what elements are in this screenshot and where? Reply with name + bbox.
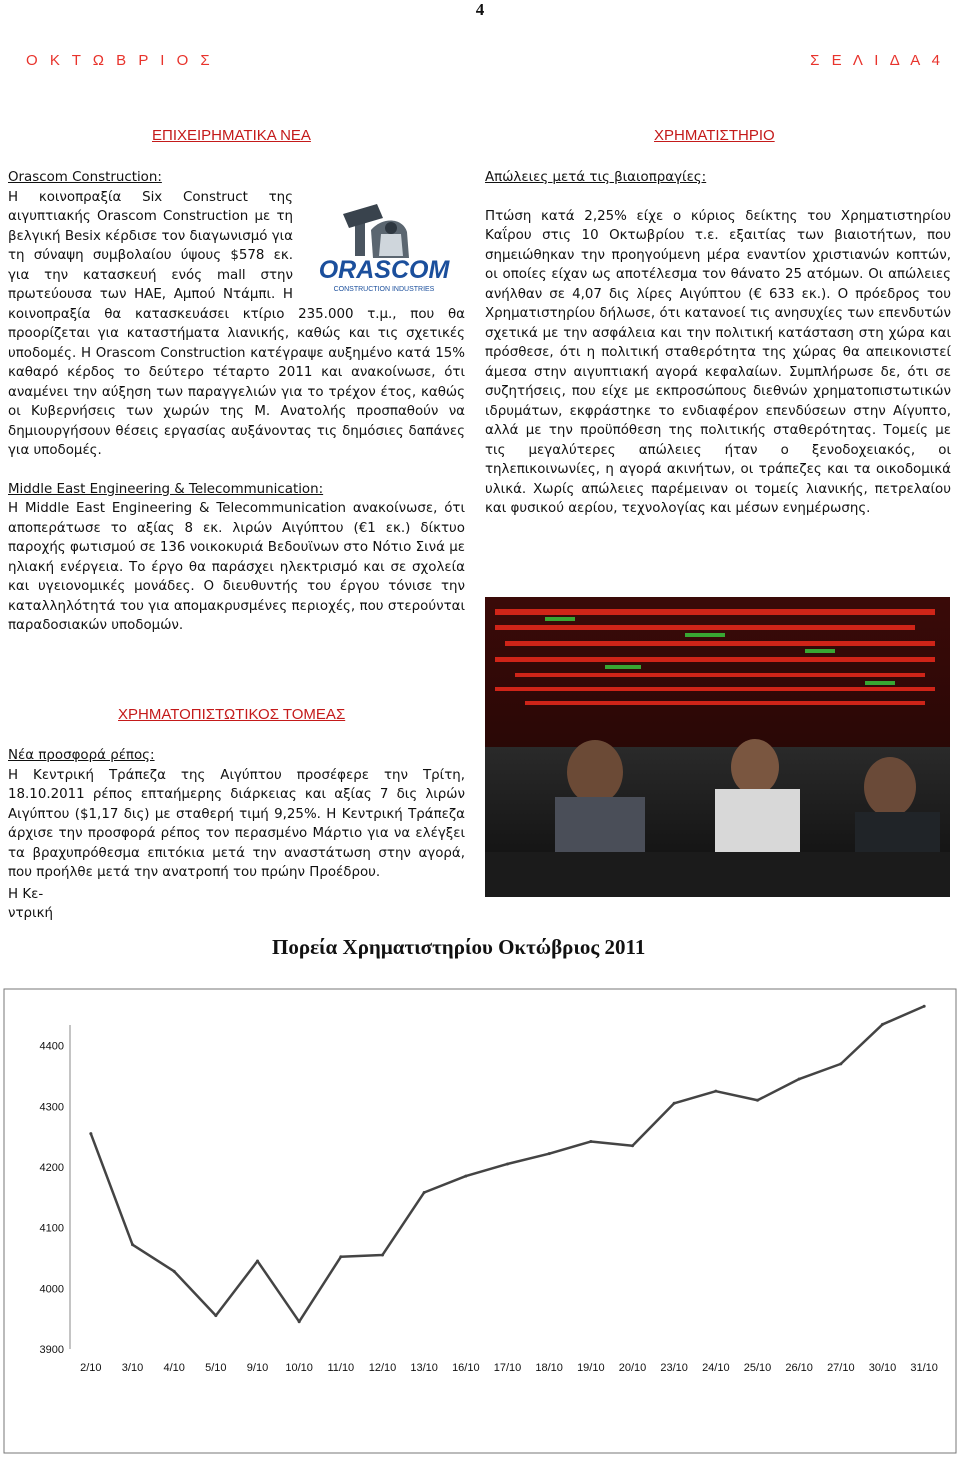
x-tick-label: 9/10 bbox=[246, 1362, 269, 1374]
left-column-finance bbox=[8, 746, 465, 924]
repo-heading: Νέα προσφορά ρέπος: bbox=[8, 748, 155, 763]
right-column bbox=[485, 168, 951, 519]
data-point bbox=[839, 1062, 842, 1065]
x-tick-label: 11/10 bbox=[327, 1362, 355, 1374]
x-tick-label: 2/10 bbox=[80, 1362, 102, 1374]
data-point bbox=[589, 1140, 592, 1143]
data-point bbox=[256, 1260, 259, 1263]
data-point bbox=[714, 1090, 717, 1093]
x-tick-label: 30/10 bbox=[868, 1362, 897, 1374]
data-point bbox=[464, 1175, 467, 1178]
x-tick-label: 13/10 bbox=[410, 1362, 438, 1374]
y-tick-label: 4100 bbox=[39, 1222, 64, 1235]
orascom-logo-subtext: CONSTRUCTION INDUSTRIES bbox=[333, 285, 435, 293]
section-title-business-news: ΕΠΙΧΕΙΡΗΜΑΤΙΚΑ ΝΕΑ bbox=[152, 127, 311, 144]
trailing-fragment-1: Η Κε- bbox=[8, 886, 44, 902]
x-tick-label: 23/10 bbox=[660, 1362, 688, 1374]
header-month: Ο Κ Τ Ω Β Ρ Ι Ο Σ bbox=[26, 52, 214, 69]
left-column-news bbox=[8, 168, 465, 636]
data-point bbox=[756, 1099, 759, 1102]
x-tick-label: 26/10 bbox=[785, 1362, 813, 1374]
stock-heading: Απώλειες μετά τις βιαιοπραγίες: bbox=[485, 170, 707, 185]
data-point bbox=[923, 1005, 926, 1008]
x-tick-label: 27/10 bbox=[827, 1362, 855, 1374]
orascom-logo-wordmark: ORASCOM bbox=[318, 255, 450, 284]
x-tick-label: 20/10 bbox=[618, 1362, 647, 1374]
data-point bbox=[506, 1162, 509, 1165]
x-tick-label: 25/10 bbox=[743, 1362, 772, 1374]
y-tick-label: 4200 bbox=[39, 1162, 64, 1174]
data-point bbox=[673, 1102, 676, 1105]
data-point bbox=[881, 1023, 884, 1026]
x-tick-label: 24/10 bbox=[702, 1362, 730, 1374]
data-point bbox=[423, 1191, 426, 1194]
section-title-financial-sector: ΧΡΗΜΑΤΟΠΙΣΤΩΤΙΚΟΣ ΤΟΜΕΑΣ bbox=[118, 706, 346, 723]
data-point bbox=[798, 1078, 801, 1081]
x-tick-label: 12/10 bbox=[368, 1362, 397, 1374]
x-tick-label: 16/10 bbox=[452, 1362, 480, 1374]
data-point bbox=[548, 1152, 551, 1155]
y-tick-label: 4000 bbox=[39, 1283, 64, 1296]
header-page-label: Σ Ε Λ Ι Δ Α 4 bbox=[810, 52, 944, 69]
data-point bbox=[631, 1144, 634, 1147]
y-tick-label: 3900 bbox=[39, 1344, 64, 1356]
data-point bbox=[381, 1253, 384, 1256]
mee-heading: Middle East Engineering & Telecommunication: bbox=[8, 481, 324, 497]
y-tick-label: 4300 bbox=[39, 1101, 64, 1114]
stock-index-chart bbox=[0, 985, 960, 1457]
data-point bbox=[339, 1255, 342, 1258]
section-title-stock-exchange: ΧΡΗΜΑΤΙΣΤΗΡΙΟ bbox=[654, 127, 775, 144]
trailing-fragment-2: ντρική bbox=[8, 906, 53, 921]
stock-text: Πτώση κατά 2,25% είχε ο κύριος δείκτης του Χρηματιστηρίου Καΐρου στις 10 Οκτωβρίου τ.ε. εξαιτίας των βιαιοτήτων, που σημειώθηκαν την προηγούμενη μέρα εναντίον χριστιανών κοπτών, οι οποίες είχαν ως αποτέλεσμα τον θάνατο 25 ατόμων. Οι απώλειες ανήλθαν σε 4,07 δις λίρες Αιγύπτου (€ 633 εκ.). Ο πρόεδρος του Χρηματιστηρίου δήλωσε, ότι κατανοεί τις ανησυχίες των επενδυτών σχετικά με την ασφάλεια και την πολιτική κατάσταση στη χώρα και πρόσθεσε, ότι η πολιτική σταθερότητα της χώρας θα απεικονιστεί άμεσα στην αιγυπτιακή αγορά κεφαλαίων. Συμπλήρωσε δε, ότι σε συζητήσεις, που είχε με εκπροσώπους διεθνών χρηματοπιστωτικών ιδρυμάτων, εκφράστηκε το ενδιαφέρον επενδύσεων στην Αίγυπτο, αλλά με την προϋπόθεση της πολιτικής σταθερότητας. Τομείς με τις μεγαλύτερες απώλειες ήταν ο ξενοδοχειακός, οι τηλεπικοινωνίες, η αγορά ακινήτων, οι τράπεζες και τα οικοδομικά υλικά. Χωρίς απώλειες παρέμειναν οι τομείς λιανικής, πετρελαίου και φυσικού αερίου, τεχνολογίας και μέσων ενημέρωσης. bbox=[485, 208, 951, 516]
x-tick-label: 5/10 bbox=[205, 1362, 227, 1374]
x-tick-label: 3/10 bbox=[121, 1362, 144, 1374]
x-tick-label: 18/10 bbox=[535, 1362, 563, 1374]
data-point bbox=[173, 1270, 176, 1273]
chart-title: Πορεία Χρηματιστηρίου Οκτώβριος 2011 bbox=[272, 935, 646, 959]
data-point bbox=[131, 1243, 134, 1246]
orascom-heading: Orascom Construction: bbox=[8, 170, 162, 185]
x-tick-label: 31/10 bbox=[910, 1362, 938, 1374]
stock-exchange-photo bbox=[485, 597, 950, 897]
x-tick-label: 10/10 bbox=[285, 1362, 313, 1374]
y-tick-label: 4400 bbox=[39, 1040, 64, 1053]
repo-text: Η Κεντρική Τράπεζα της Αιγύπτου προσέφερε την Τρίτη, 18.10.2011 ρέπος επταήμερης διάρκειας και αξίας 7 δις λιρών Αιγύπτου ($1,17 δις) με σταθερή τιμή 9,25%. Η Κεντρική Τράπεζα άρχισε την προσφορά ρέπος τον περασμένο Μάρτιο για να ελέγξει τα βραχυπρόθεσμα επιτόκια μετά την αναστάτωση στην αγορά, που προήλθε μετά την ανατροπή του πρώην Προέδρου. bbox=[8, 767, 465, 880]
data-point bbox=[214, 1314, 217, 1317]
data-point bbox=[89, 1132, 92, 1135]
data-point bbox=[298, 1320, 301, 1323]
chart-frame bbox=[4, 989, 956, 1453]
x-tick-label: 17/10 bbox=[493, 1362, 522, 1374]
page-number: 4 bbox=[475, 0, 485, 19]
x-tick-label: 4/10 bbox=[163, 1362, 185, 1374]
mee-text: Η Middle East Engineering & Telecommunication ανακοίνωσε, ότι αποπεράτωσε το αξίας 8 εκ. λιρών Αιγύπτου (€1 εκ.) δίκτυο παροχής φωτισμού σε 136 νοικοκυριά Βεδουϊνων στο Νότιο Σινά με ηλιακή ενέργεια. Το έργο θα παράσχει ηλεκτρισμό και σε σχολεία και υγειονομικές μονάδες. Ο διευθυντής του έργου τόνισε την καταλληλότητά του για απομακρυσμένες περιοχές, που στερούνται παραδοσιακών υποδομών. bbox=[8, 501, 465, 633]
orascom-text: Η κοινοπραξία Six Construct της αιγυπτιακής Orascom Construction με τη βελγική Besix κέρδισε τον διαγωνισμό για τη σύναψη συμβολαίου ύψους $578 εκ. για την κατασκευή ενός mall στην πρωτεύουσα των ΗΑΕ, Αμπού Ντάμπι. Η κοινοπραξία θα κατασκευάσει κτίριο 235.000 τ.μ., που θα προορίζεται για καταστήματα λιανικής, καθώς και τις σχετικές υποδομές. Η Orascom Construction κατέγραψε αυξημένο κατά 15% καθαρό κέρδος το δεύτερο τέταρτο 2011 και ανακοίνωσε, ότι αναμένει την αύξηση των παραγγελιών για το τρέχον έτος, καθώς οι Κυβερνήσεις των χωρών της Μ. Ανατολής προσπαθούν να δημιουργήσουν θέσεις εργασίας αυξάνοντας τις δημόσιες δαπάνες για υποδομές. bbox=[8, 189, 465, 458]
x-tick-label: 19/10 bbox=[577, 1362, 605, 1374]
orascom-logo bbox=[303, 196, 465, 296]
